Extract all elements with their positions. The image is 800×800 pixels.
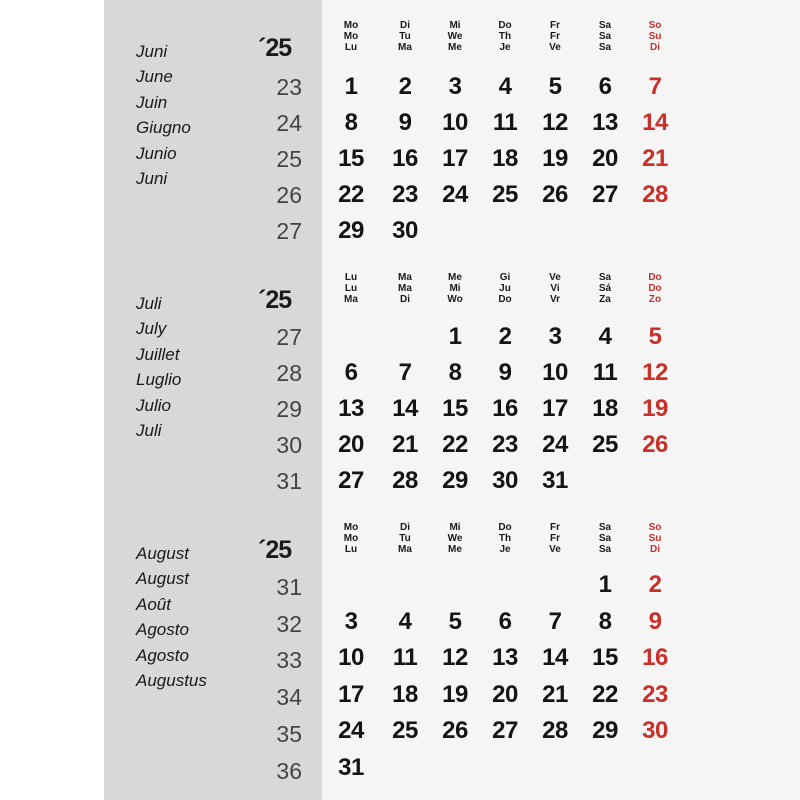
month-name: Juin: [136, 92, 168, 112]
weekday-abbrev: We: [447, 31, 463, 42]
calendar-date: 8: [344, 109, 358, 136]
calendar-date: 29: [592, 717, 618, 745]
weekday-abbrev: Di: [400, 294, 410, 305]
calendar-date: 26: [542, 181, 568, 208]
week-number: 29: [276, 396, 302, 422]
month-name: Juni: [136, 169, 168, 188]
month-name: Agosto: [136, 645, 189, 665]
month-name: August: [136, 544, 189, 563]
weekday-abbrev: Tu: [399, 533, 411, 544]
calendar-date: 19: [442, 680, 468, 708]
calendar-date: 22: [592, 680, 618, 708]
calendar-date: 9: [398, 109, 412, 136]
weekday-abbrev: Do: [648, 283, 662, 294]
weekday-header: [535, 522, 575, 555]
calendar-date: 4: [398, 607, 412, 635]
calendar-date: 3: [344, 607, 358, 635]
sunday-date: 9: [648, 607, 662, 635]
calendar-date: 20: [592, 145, 618, 172]
calendar-date: 26: [442, 717, 468, 745]
weekday-abbrev: Vi: [550, 283, 560, 294]
weekday-header: [485, 272, 525, 305]
sunday-date: 14: [642, 109, 668, 136]
calendar-date: 21: [542, 680, 568, 708]
weekday-abbrev: Mi: [449, 283, 461, 294]
calendar-date: 29: [442, 467, 468, 494]
weekday-abbrev: Sa: [598, 544, 612, 555]
month-name: Août: [136, 594, 171, 614]
calendar-date: 13: [592, 109, 618, 136]
month-name: July: [136, 319, 167, 339]
sunday-date: 28: [642, 181, 668, 208]
month-name: Juillet: [136, 344, 180, 364]
page-margin: [0, 0, 104, 800]
calendar-date: 28: [542, 717, 568, 745]
weekday-header: [585, 522, 625, 555]
weekday-abbrev: Je: [499, 42, 511, 53]
weekday-abbrev: Sá: [598, 283, 612, 294]
weekday-abbrev: Sa: [598, 272, 612, 283]
week-number: 32: [276, 610, 302, 637]
week-number: 24: [276, 110, 302, 136]
calendar-date: 15: [338, 145, 364, 172]
weekday-abbrev: Mo: [343, 522, 359, 533]
calendar-date: 31: [542, 467, 568, 494]
calendar-date: 12: [442, 644, 468, 672]
weekday-abbrev: Ma: [398, 272, 412, 283]
sunday-date: 5: [648, 323, 662, 350]
weekday-abbrev: Fr: [550, 533, 560, 544]
weekday-abbrev: Lu: [344, 272, 358, 283]
sunday-date: 23: [642, 680, 668, 708]
calendar-date: 14: [542, 644, 568, 672]
week-number: 33: [276, 647, 302, 674]
weekday-header: [331, 522, 371, 555]
weekday-abbrev: Zo: [648, 294, 662, 305]
month-name: Julio: [136, 395, 171, 415]
calendar-date: 23: [392, 181, 418, 208]
month-name: Giugno: [136, 118, 191, 138]
weekday-header: [331, 20, 371, 53]
weekday-abbrev: Th: [498, 31, 512, 42]
month-name: Juni: [136, 42, 168, 61]
weekday-abbrev: Mo: [343, 31, 359, 42]
weekday-header: [435, 272, 475, 305]
week-number: 35: [276, 720, 302, 747]
weekday-abbrev: Me: [448, 544, 462, 555]
week-number: 31: [276, 468, 302, 494]
calendar-date: 24: [442, 181, 468, 208]
calendar-date: 1: [448, 323, 462, 350]
weekday-abbrev: Sa: [598, 42, 612, 53]
calendar-date: 18: [592, 395, 618, 422]
calendar-date: 10: [442, 109, 468, 136]
month-name: Juli: [136, 294, 162, 313]
weekday-abbrev: We: [447, 533, 463, 544]
weekday-abbrev: Lu: [344, 544, 358, 555]
week-number: 28: [276, 360, 302, 386]
weekday-abbrev: Ju: [499, 283, 511, 294]
month-name: Junio: [136, 143, 177, 163]
calendar-date: 21: [392, 431, 418, 458]
weekday-abbrev: Su: [648, 31, 662, 42]
calendar-date: 17: [442, 145, 468, 172]
year-label: ´25: [258, 536, 292, 564]
calendar-date: 29: [338, 217, 364, 244]
sunday-date: 26: [642, 431, 668, 458]
weekday-abbrev: Mo: [343, 533, 359, 544]
week-number: 36: [276, 757, 302, 784]
weekday-abbrev: Ve: [549, 42, 561, 53]
weekday-header: [435, 20, 475, 53]
weekday-abbrev: Di: [400, 522, 410, 533]
month-name: Juli: [136, 421, 162, 440]
weekday-header: [635, 20, 675, 53]
calendar-date: 6: [598, 73, 612, 100]
calendar-date: 20: [492, 680, 518, 708]
weekday-abbrev: Sa: [598, 20, 612, 31]
calendar-date: 10: [338, 644, 364, 672]
weekday-abbrev: Do: [648, 272, 662, 283]
weekday-abbrev: Sa: [598, 533, 612, 544]
weekday-header: [535, 20, 575, 53]
calendar-date: 14: [392, 395, 418, 422]
weekday-header: [331, 272, 371, 305]
calendar-date: 22: [338, 181, 364, 208]
month-name: August: [136, 569, 189, 589]
calendar-date: 27: [338, 467, 364, 494]
weekday-abbrev: Fr: [550, 522, 560, 533]
sunday-date: 7: [648, 73, 662, 100]
week-number: 26: [276, 182, 302, 208]
weekday-abbrev: So: [648, 522, 662, 533]
weekday-header: [485, 522, 525, 555]
calendar-date: 3: [548, 323, 562, 350]
weekday-header: [385, 20, 425, 53]
calendar-date: 8: [598, 607, 612, 635]
year-label: ´25: [258, 286, 292, 314]
sunday-date: 19: [642, 395, 668, 422]
calendar-date: 24: [542, 431, 568, 458]
calendar-date: 16: [492, 395, 518, 422]
calendar-date: 25: [592, 431, 618, 458]
calendar-date: 16: [392, 145, 418, 172]
weekday-abbrev: Do: [498, 522, 512, 533]
weekday-abbrev: Di: [400, 20, 410, 31]
weekday-abbrev: Lu: [344, 42, 358, 53]
week-number: 30: [276, 432, 302, 458]
sunday-date: 2: [648, 571, 662, 598]
calendar-date: 11: [492, 109, 518, 136]
weekday-header: [435, 522, 475, 555]
calendar-date: 8: [448, 359, 462, 386]
sunday-date: 16: [642, 644, 668, 672]
weekday-header: [485, 20, 525, 53]
calendar-date: 7: [548, 607, 562, 635]
weekday-abbrev: Wo: [447, 294, 463, 305]
calendar-date: 24: [338, 717, 364, 745]
week-number: 23: [276, 74, 302, 100]
weekday-abbrev: Je: [499, 544, 511, 555]
weekday-abbrev: Mo: [343, 20, 359, 31]
weekday-header: [635, 522, 675, 555]
month-name: June: [136, 67, 173, 87]
weekday-abbrev: Ve: [549, 544, 561, 555]
calendar-date: 30: [492, 467, 518, 494]
calendar-date: 19: [542, 145, 568, 172]
weekday-abbrev: Di: [650, 42, 660, 53]
calendar-date: 2: [398, 73, 412, 100]
week-number: 31: [276, 574, 302, 600]
weekday-abbrev: Vr: [549, 294, 560, 305]
calendar-date: 2: [498, 323, 512, 350]
sunday-date: 30: [642, 717, 668, 745]
month-name: Luglio: [136, 370, 182, 390]
weekday-abbrev: Ve: [549, 272, 561, 283]
sunday-date: 12: [642, 359, 668, 386]
calendar-date: 28: [392, 467, 418, 494]
calendar-date: 23: [492, 431, 518, 458]
calendar-date: 13: [492, 644, 518, 672]
weekday-header: [585, 20, 625, 53]
weekday-header: [535, 272, 575, 305]
weekday-abbrev: Do: [498, 294, 512, 305]
week-number: 34: [276, 684, 302, 711]
weekday-abbrev: Sa: [598, 522, 612, 533]
weekday-abbrev: Sa: [598, 31, 612, 42]
calendar-date: 6: [344, 359, 358, 386]
year-label: ´25: [258, 34, 292, 62]
calendar-date: 20: [338, 431, 364, 458]
calendar-date: 27: [492, 717, 518, 745]
weekday-abbrev: Di: [650, 544, 660, 555]
weekday-abbrev: Su: [648, 533, 662, 544]
calendar-date: 17: [542, 395, 568, 422]
calendar-date: 25: [392, 717, 418, 745]
calendar-date: 1: [344, 73, 358, 100]
month-name: Agosto: [136, 620, 189, 640]
weekday-abbrev: Ma: [398, 544, 412, 555]
weekday-header: [385, 272, 425, 305]
weekday-header: [585, 272, 625, 305]
calendar-date: 15: [592, 644, 618, 672]
calendar-date: 15: [442, 395, 468, 422]
calendar-date: 18: [492, 145, 518, 172]
calendar-date: 17: [338, 680, 364, 708]
weekday-abbrev: Me: [448, 42, 462, 53]
weekday-abbrev: Fr: [550, 20, 560, 31]
week-number: 27: [276, 324, 302, 350]
calendar-date: 1: [598, 571, 612, 598]
week-number: 25: [276, 146, 302, 172]
weekday-abbrev: Lu: [344, 283, 358, 294]
weekday-abbrev: Gi: [499, 272, 511, 283]
weekday-abbrev: Th: [498, 533, 512, 544]
calendar-date: 18: [392, 680, 418, 708]
weekday-abbrev: So: [648, 20, 662, 31]
calendar-date: 5: [448, 607, 462, 635]
weekday-abbrev: Fr: [550, 31, 560, 42]
weekday-header: [635, 272, 675, 305]
weekday-abbrev: Ma: [398, 42, 412, 53]
weekday-abbrev: Ma: [398, 283, 412, 294]
weekday-header: [385, 522, 425, 555]
calendar-date: 27: [592, 181, 618, 208]
weekday-abbrev: Tu: [399, 31, 411, 42]
calendar-date: 3: [448, 73, 462, 100]
calendar-date: 6: [498, 607, 512, 635]
weekday-abbrev: Mi: [449, 20, 461, 31]
calendar-date: 30: [392, 217, 418, 244]
weekday-abbrev: Mi: [449, 522, 461, 533]
month-name: Augustus: [136, 671, 207, 690]
calendar-date: 4: [498, 73, 512, 100]
week-number: 27: [276, 218, 302, 244]
calendar-date: 10: [542, 359, 568, 386]
calendar-date: 5: [548, 73, 562, 100]
weekday-abbrev: Do: [498, 20, 512, 31]
calendar-date: 13: [338, 395, 364, 422]
weekday-abbrev: Ma: [344, 294, 358, 305]
calendar-date: 7: [398, 359, 412, 386]
calendar-date: 9: [498, 359, 512, 386]
calendar-date: 31: [338, 754, 364, 781]
weekday-abbrev: Me: [448, 272, 462, 283]
calendar-date: 25: [492, 181, 518, 208]
calendar-date: 12: [542, 109, 568, 136]
calendar-date: 4: [598, 323, 612, 350]
calendar-date: 11: [592, 359, 618, 386]
weekday-abbrev: Za: [599, 294, 611, 305]
sunday-date: 21: [642, 145, 668, 172]
calendar-date: 11: [392, 644, 418, 672]
calendar-date: 22: [442, 431, 468, 458]
